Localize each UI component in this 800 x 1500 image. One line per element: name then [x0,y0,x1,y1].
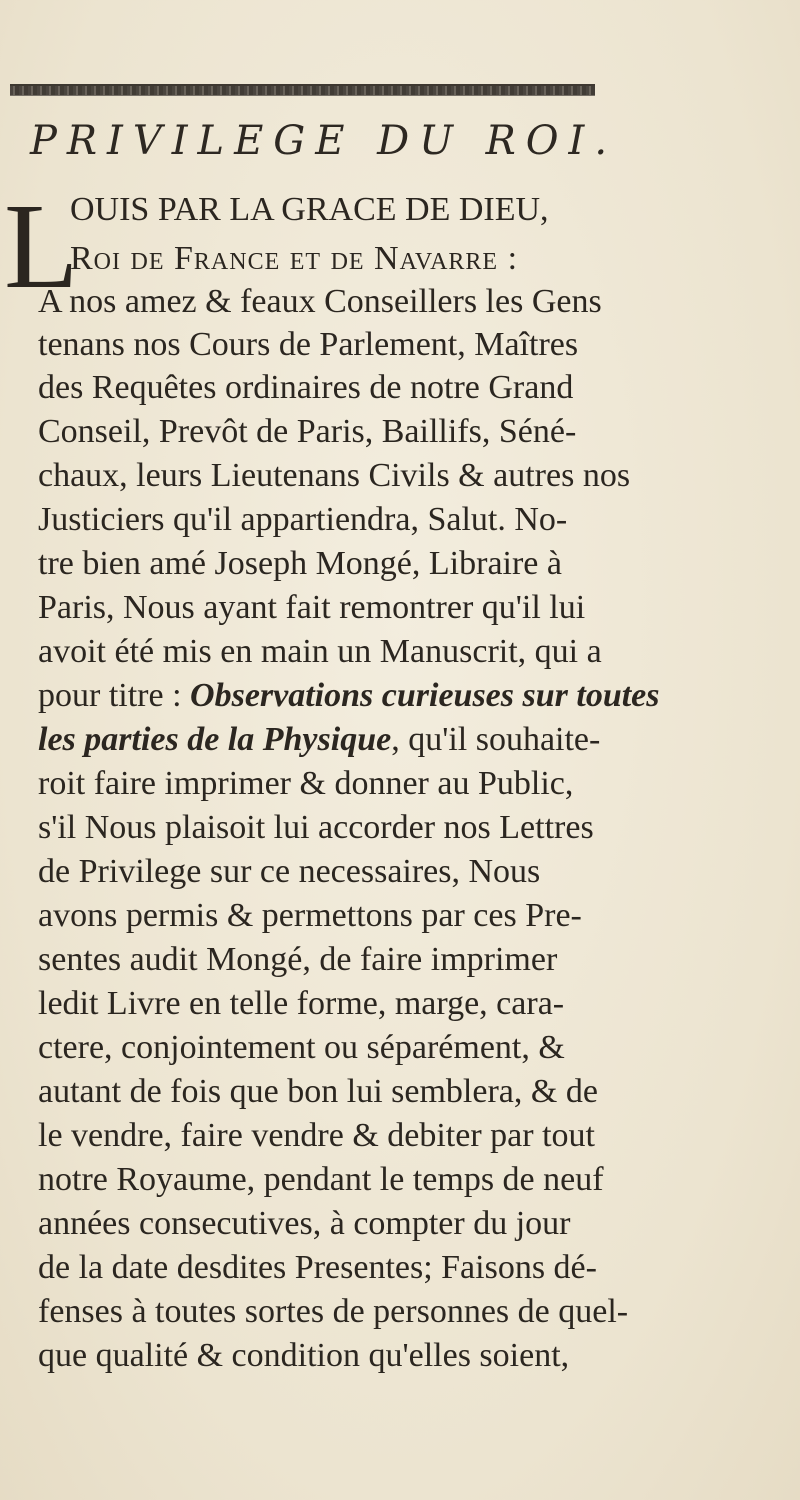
line-text: chaux, leurs Lieutenans Civils & autres nos [38,457,631,494]
text-line [38,852,778,892]
text-line [38,1204,778,1244]
line-text: notre Royaume, pendant le temps de neuf [38,1161,604,1198]
line-text: fenses à toutes sortes de personnes de quel- [38,1293,629,1330]
line-text: de la date desdites Presentes; Faisons dé- [38,1249,597,1286]
text-line [38,544,778,584]
text-line [38,325,778,365]
text-line [38,500,778,540]
line-text: Roi de France et de Navarre : [70,240,519,277]
text-line [38,1336,778,1376]
line-text: pour titre : [38,677,191,714]
line-text: le vendre, faire vendre & debiter par tout [38,1117,595,1154]
line-text: sentes audit Mongé, de faire imprimer [38,941,558,978]
text-line [38,764,778,804]
text-line [70,190,800,230]
line-text: tenans nos Cours de Parlement, Maîtres [38,326,579,363]
text-line [38,1292,778,1332]
line-text: avons permis & permettons par ces Pre- [38,897,582,934]
text-line [38,1160,778,1200]
line-text: Paris, Nous ayant fait remontrer qu'il lui [38,589,586,626]
line-text: ledit Livre en telle forme, marge, cara- [38,985,565,1022]
text-line [38,720,778,760]
text-line [38,1028,778,1068]
line-text: OUIS PAR LA GRACE DE DIEU, [70,191,549,228]
line-text: A nos amez & feaux Conseillers les Gens [38,283,602,320]
line-text: de Privilege sur ce necessaires, Nous [38,853,541,890]
ornamental-rule [10,84,595,96]
text-line [38,1072,778,1112]
line-text: que qualité & condition qu'elles soient, [38,1337,570,1374]
text-line [38,896,778,936]
text-line [38,632,778,672]
text-line [38,412,778,452]
text-line [38,456,778,496]
drop-cap: L [4,179,79,314]
line-text: années consecutives, à compter du jour [38,1205,571,1242]
book-title-italic: Observations curieuses sur toutes [190,677,660,714]
text-line [38,984,778,1024]
line-text: roit faire imprimer & donner au Public, [38,765,574,802]
line-text: ctere, conjointement ou séparément, & [38,1029,565,1066]
text-line [38,676,778,716]
line-text: des Requêtes ordinaires de notre Grand [38,369,574,406]
text-line [38,808,778,848]
line-text: tre bien amé Joseph Mongé, Libraire à [38,545,562,582]
line-text: autant de fois que bon lui semblera, & de [38,1073,598,1110]
line-text: s'il Nous plaisoit lui accorder nos Lettres [38,809,594,846]
text-line [38,1116,778,1156]
line-text: Conseil, Prevôt de Paris, Baillifs, Séné- [38,413,577,450]
text-line [38,282,778,322]
text-line [70,239,800,279]
text-line [38,940,778,980]
text-line [38,588,778,628]
line-text: Justiciers qu'il appartiendra, Salut. No- [38,501,568,538]
page-heading: PRIVILEGE DU ROI. [30,118,618,164]
text-line [38,368,778,408]
text-line [38,1248,778,1288]
line-text: , qu'il souhaite- [391,721,601,758]
line-text: avoit été mis en main un Manuscrit, qui a [38,633,602,670]
book-title-italic: les parties de la Physique [38,721,392,758]
